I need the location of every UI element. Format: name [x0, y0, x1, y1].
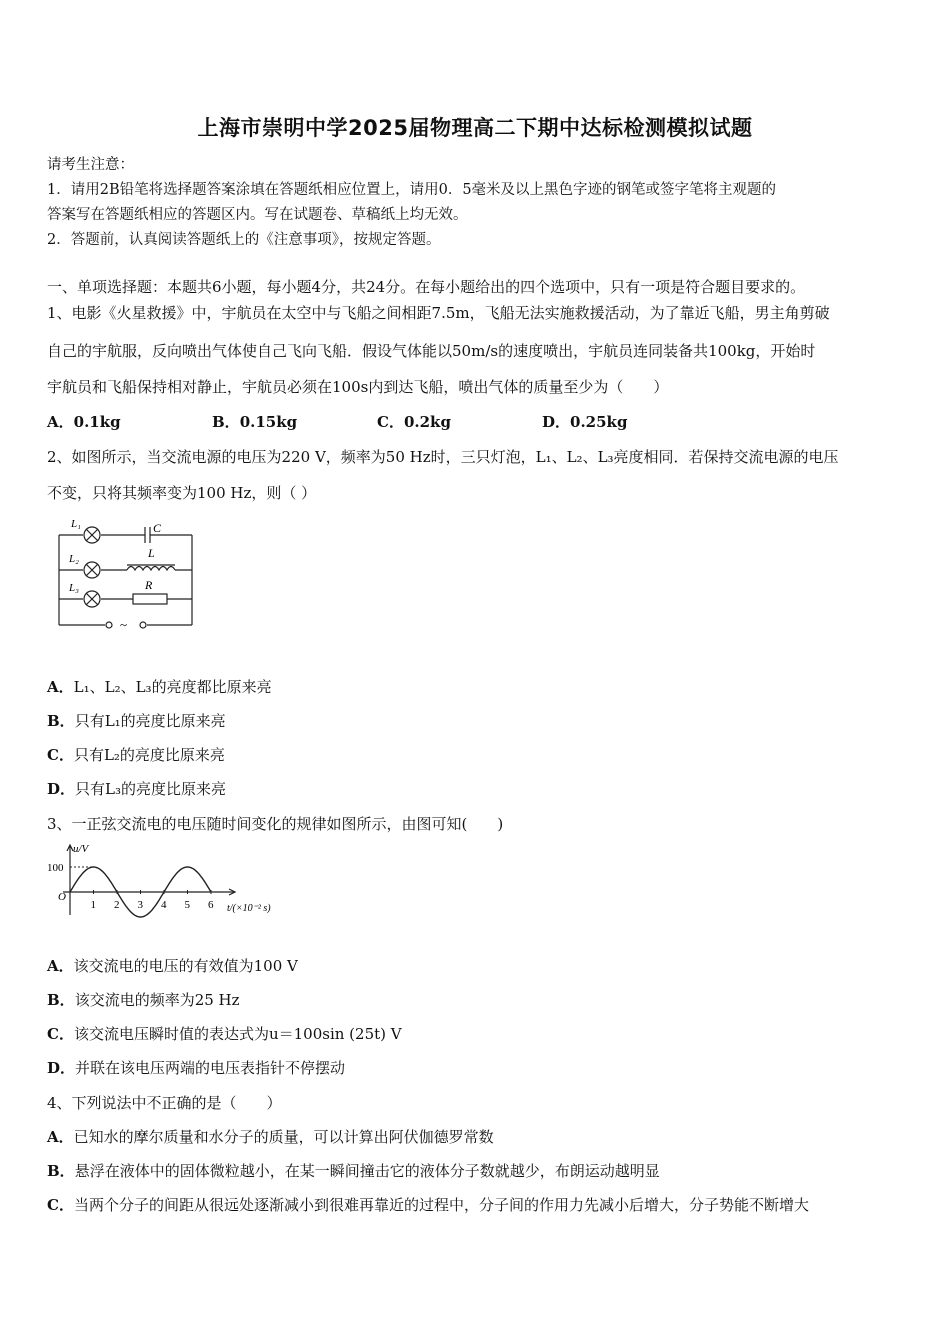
- voltage-time-chart: [45, 840, 290, 925]
- q2-option-d-letter: D．: [47, 780, 76, 798]
- q3-option-d-letter: D．: [47, 1059, 76, 1077]
- x-tick-label-1: 1: [90, 899, 96, 911]
- x-axis-label: t/(×10⁻² s): [227, 903, 271, 914]
- q3-option-c-letter: C．: [47, 1025, 74, 1043]
- q1-line-1: 1、电影《火星救援》中，宇航员在太空中与飞船之间相距7.5m，飞船无法实施救援活动，为了靠近飞船，男主角剪破: [47, 304, 830, 322]
- y-axis-label: u/V: [73, 843, 89, 855]
- label-r: R: [145, 578, 153, 592]
- q4-option-a: [47, 1126, 494, 1147]
- label-l1: L₁: [71, 518, 81, 530]
- q3-stem: 3、一正弦交流电的电压随时间变化的规律如图所示，由图可知( ): [47, 815, 504, 833]
- q1-line-3: 宇航员和飞船保持相对静止，宇航员必须在100s内到达飞船，喷出气体的质量至少为（ ）: [47, 378, 669, 396]
- label-l3: L₃: [69, 582, 79, 594]
- q3-option-c-text: 该交流电压瞬时值的表达式为u＝100sin (25t) V: [73, 1025, 402, 1043]
- q4-option-b: [47, 1160, 660, 1181]
- label-l: L: [148, 546, 155, 560]
- label-c: C: [153, 521, 162, 535]
- q2-line-1: 2、如图所示，当交流电源的电压为220 V，频率为50 Hz时，三只灯泡，L₁、L₂、L₃亮度相同．若保持交流电源的电压: [47, 448, 839, 466]
- label-l2: L₂: [69, 553, 79, 565]
- q3-option-b: [47, 989, 240, 1010]
- q4-option-c-text: 当两个分子的间距从很远处逐渐减小到很难再靠近的过程中，分子间的作用力先减小后增大，分子势能不断增大: [73, 1196, 809, 1214]
- q2-option-d-text: 只有L₃的亮度比原来亮: [75, 780, 226, 798]
- q2-option-b-text: 只有L₁的亮度比原来亮: [74, 712, 226, 730]
- q3-option-c: [47, 1023, 402, 1044]
- q4-option-b-letter: B．: [47, 1162, 75, 1180]
- q3-option-b-text: 该交流电的频率为25 Hz: [74, 991, 240, 1009]
- q2-option-a: [47, 676, 272, 697]
- q1-option-a-letter: A．: [47, 413, 74, 431]
- q4-option-a-text: 已知水的摩尔质量和水分子的质量，可以计算出阿伏伽德罗常数: [73, 1128, 494, 1146]
- origin-label: O: [58, 891, 66, 903]
- x-tick-label-5: 5: [184, 899, 190, 911]
- q4-option-c-letter: C．: [47, 1196, 74, 1214]
- q2-option-d: [47, 778, 226, 799]
- y-tick-100: 100: [47, 862, 64, 874]
- x-tick-label-2: 2: [114, 899, 120, 911]
- q4-option-b-text: 悬浮在液体中的固体微粒越小，在某一瞬间撞击它的液体分子数就越少，布朗运动越明显: [74, 1162, 660, 1180]
- q3-option-a-text: 该交流电的电压的有效值为100 V: [73, 957, 298, 975]
- notes-line-1b: 答案写在答题纸相应的答题区内。写在试题卷、草稿纸上均无效。: [47, 207, 468, 223]
- notes-heading: 请考生注意：: [47, 157, 134, 173]
- q3-option-b-letter: B．: [47, 991, 75, 1009]
- q2-option-b-letter: B．: [47, 712, 75, 730]
- q1-option-b-letter: B．: [212, 413, 240, 431]
- label-ac: ~: [120, 617, 128, 632]
- q4-option-c: [47, 1194, 809, 1215]
- q2-line-2: 不变，只将其频率变为100 Hz，则（ ）: [47, 484, 317, 502]
- q1-option-a-text: 0.1kg: [73, 413, 121, 431]
- q1-option-b-text: 0.15kg: [239, 413, 298, 431]
- q3-option-d-text: 并联在该电压两端的电压表指针不停摆动: [75, 1059, 346, 1077]
- q1-option-d: [542, 411, 627, 432]
- x-tick-label-4: 4: [161, 899, 167, 911]
- q1-line-2: 自己的宇航服，反向喷出气体使自己飞向飞船．假设气体能以50m/s的速度喷出，宇航员连同装备共100kg，开始时: [47, 342, 816, 360]
- page-title: 上海市崇明中学2025届物理高二下期中达标检测模拟试题: [197, 116, 753, 140]
- q1-option-d-letter: D．: [542, 413, 571, 431]
- q4-option-a-letter: A．: [47, 1128, 74, 1146]
- q1-option-c: [377, 411, 451, 432]
- q2-option-c-letter: C．: [47, 746, 74, 764]
- q2-option-a-text: L₁、L₂、L₃的亮度都比原来亮: [73, 678, 272, 696]
- q3-option-a-letter: A．: [47, 957, 74, 975]
- x-tick-label-6: 6: [208, 899, 214, 911]
- q2-option-c-text: 只有L₂的亮度比原来亮: [73, 746, 225, 764]
- q4-stem: 4、下列说法中不正确的是（ ）: [47, 1094, 282, 1112]
- q2-option-c: [47, 744, 225, 765]
- q1-option-c-letter: C．: [377, 413, 404, 431]
- q1-option-d-text: 0.25kg: [570, 413, 628, 431]
- q1-option-c-text: 0.2kg: [403, 413, 451, 431]
- section-heading: 一、单项选择题：本题共6小题，每小题4分，共24分。在每小题给出的四个选项中，只有一项是符合题目要求的。: [47, 278, 806, 296]
- notes-line-1: 1．请用2B铅笔将选择题答案涂填在答题纸相应位置上，请用0．5毫米及以上黑色字迹的钢笔或签字笔将主观题的: [47, 182, 777, 198]
- circuit-diagram: [55, 515, 200, 635]
- q3-option-a: [47, 955, 298, 976]
- q1-option-b: [212, 411, 297, 432]
- x-tick-label-3: 3: [137, 899, 143, 911]
- q1-option-a: [47, 411, 121, 432]
- q2-option-b: [47, 710, 226, 731]
- q3-option-d: [47, 1057, 345, 1078]
- notes-line-2: 2．答题前，认真阅读答题纸上的《注意事项》，按规定答题。: [47, 232, 441, 248]
- q2-option-a-letter: A．: [47, 678, 74, 696]
